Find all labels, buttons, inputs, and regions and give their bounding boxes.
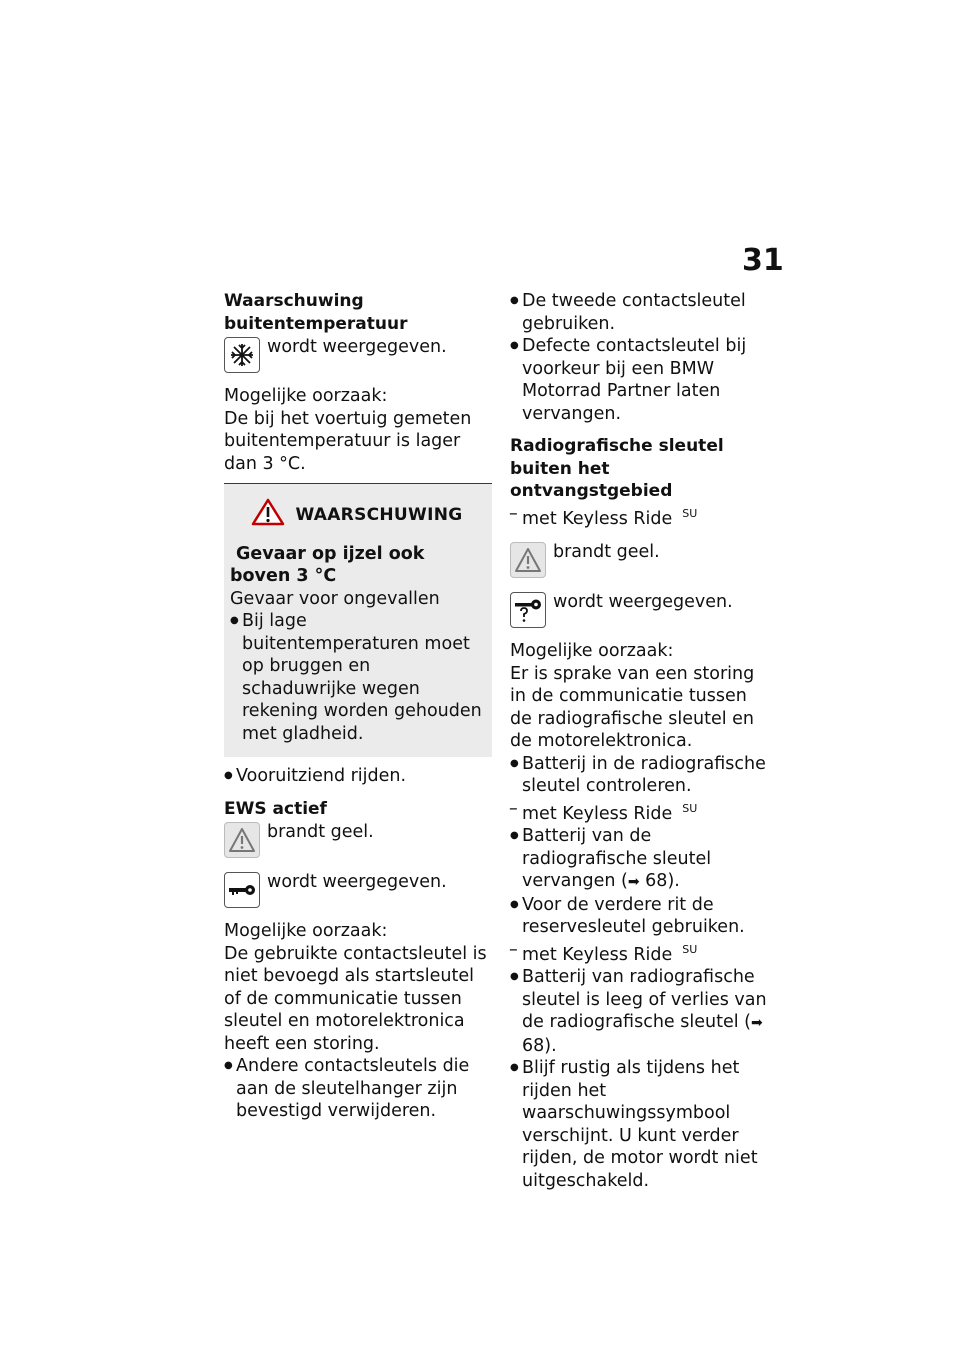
radio-key-bullets-1 [510, 753, 772, 798]
page-number: 31 [742, 243, 784, 278]
warning-lamp-icon [510, 542, 546, 578]
key-icon [224, 872, 260, 908]
radio-key-bullets-3 [510, 966, 772, 1192]
condition-keyless-ride [510, 798, 772, 826]
list-item-text: Batterij van radiografische sleutel is leeg of verlies van de radiografische sleutel ( [522, 967, 767, 1032]
list-item: ● Vooruitziend rijden. [224, 765, 492, 788]
list-item: ● Bij lage buitentemperaturen moet op bruggen en schaduwrijke wegen rekening worden gehouden met gladheid. [230, 610, 484, 745]
condition-keyless-ride [510, 939, 772, 967]
page-reference-arrow-icon: ➡ [627, 874, 640, 890]
list-item: ● Defecte contactsleutel bij voorkeur bij een BMW Motorrad Partner laten vervangen. [510, 335, 772, 425]
cause-text: De gebruikte contactsleutel is niet bevoegd als startsleutel of de communicatie tussen sleutel en motorelektronica heeft een storing. [224, 943, 487, 1054]
condition-text: met Keyless Ride [522, 508, 673, 529]
ews-bullets [224, 1055, 492, 1123]
condition-keyless-ride [510, 503, 772, 531]
cause-label: Mogelijke oorzaak: [224, 386, 388, 406]
snowflake-icon [224, 337, 260, 373]
icon-description: wordt weergegeven. [267, 337, 447, 357]
warning-bullets [230, 610, 484, 745]
list-item [510, 966, 772, 1057]
warning-subtitle: Gevaar voor ongevallen [230, 588, 440, 609]
list-item: ● Blijf rustig als tijdens het rijden het waarschuwingssymbool verschijnt. U kunt verder rijden, de motor wordt niet uitgeschakeld. [510, 1057, 772, 1192]
section-heading-radio-key: Radiografische sleutel buiten het ontvangstgebied [510, 436, 724, 501]
page-reference[interactable]: 68). [522, 1035, 557, 1056]
page-reference[interactable]: 68). [645, 871, 680, 891]
warning-header-text: WAARSCHUWING [295, 505, 463, 525]
left-column [224, 290, 492, 1123]
icon-description: wordt weergegeven. [553, 592, 733, 612]
cause-label: Mogelijke oorzaak: [510, 641, 674, 661]
condition-text: met Keyless Ride [522, 803, 673, 824]
icon-row-warning-lamp [224, 820, 492, 862]
condition-sup: SU [682, 801, 698, 815]
condition-sup: SU [682, 506, 698, 520]
icon-row-snowflake [224, 335, 492, 377]
cause-text: Er is sprake van een storing in de communicatie tussen de radiografische sleutel en de motorelektronica. [510, 663, 755, 751]
page-reference-arrow-icon: ➡ [750, 1015, 763, 1031]
key-question-icon [510, 592, 546, 628]
condition-text: met Keyless Ride [522, 944, 673, 965]
radio-key-bullets-2 [510, 825, 772, 939]
section-heading-ews: EWS actief [224, 798, 327, 819]
top-bullets [510, 290, 772, 425]
list-item: ● Andere contactsleutels die aan de sleutelhanger zijn bevestigd verwijderen. [224, 1055, 492, 1123]
advice-bullets [224, 765, 492, 788]
cause-text: De bij het voertuig gemeten buitentemperatuur is lager dan 3 °C. [224, 408, 472, 474]
icon-description: brandt geel. [553, 542, 660, 562]
list-item [510, 825, 772, 894]
warning-header [230, 498, 484, 533]
warning-lamp-icon [224, 822, 260, 858]
list-item: ● De tweede contactsleutel gebruiken. [510, 290, 772, 335]
section-heading-outside-temperature: Waarschuwing buitentemperatuur [224, 291, 408, 334]
icon-row-key-question [510, 590, 772, 632]
icon-description: wordt weergegeven. [267, 872, 447, 892]
cause-label: Mogelijke oorzaak: [224, 921, 388, 941]
condition-sup: SU [682, 942, 698, 956]
icon-row-warning-lamp [510, 540, 772, 582]
warning-title: Gevaar op ijzel ook boven 3 °C [230, 543, 425, 586]
list-item-text: Batterij van de radiografische sleutel vervangen ( [522, 826, 712, 891]
right-column [510, 290, 772, 1192]
warning-triangle-icon [251, 498, 285, 533]
icon-row-key [224, 870, 492, 912]
icon-description: brandt geel. [267, 822, 374, 842]
list-item: ● Batterij in de radiografische sleutel controleren. [510, 753, 772, 798]
list-item: ● Voor de verdere rit de reservesleutel gebruiken. [510, 894, 772, 939]
warning-box [224, 483, 492, 757]
